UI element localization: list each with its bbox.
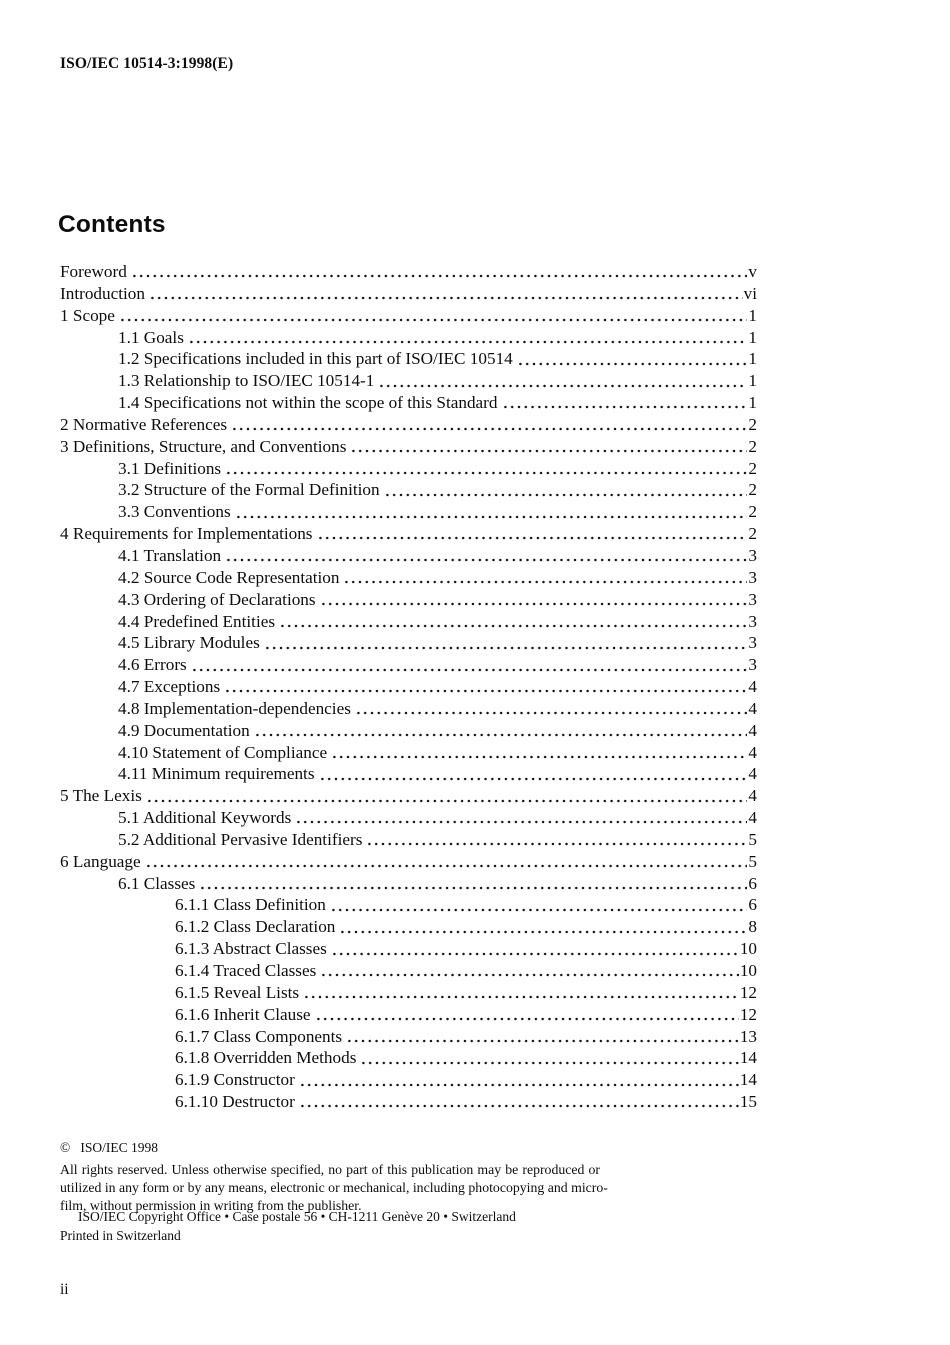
toc-entry-page-number: 4 — [748, 764, 757, 784]
toc-entry-page-number: 10 — [739, 939, 757, 959]
toc-entry-page-number: 3 — [748, 611, 757, 631]
toc-leader-dots — [303, 995, 739, 999]
toc-entry-page-number: 5 — [748, 851, 757, 871]
toc-entry-page-number: 1 — [748, 371, 757, 391]
toc-leader-dots — [360, 1061, 738, 1065]
toc-entry-page-number: 2 — [748, 502, 757, 522]
toc-entry — [60, 938, 757, 960]
toc-leader-dots — [331, 755, 747, 759]
toc-entry — [60, 851, 757, 873]
toc-entry-page-number: 4 — [748, 677, 757, 697]
toc-leader-dots — [330, 908, 748, 912]
toc-entry — [60, 1091, 757, 1113]
toc-entry-page-number: 6 — [748, 873, 757, 893]
toc-entry — [60, 611, 757, 633]
toc-entry — [60, 742, 757, 764]
toc-entry-page-number: 12 — [739, 1004, 757, 1024]
toc-entry-label: 3.3 Conventions — [118, 502, 231, 522]
toc-leader-dots — [384, 493, 748, 497]
toc-entry-label: 6.1 Classes — [118, 873, 196, 893]
toc-leader-dots — [295, 820, 747, 824]
toc-entry — [60, 283, 757, 305]
toc-entry — [60, 676, 757, 698]
footer-rights-line-1: All rights reserved. Unless otherwise specified, no part of this publication may be reproduced or — [60, 1162, 600, 1177]
toc-entry — [60, 261, 757, 283]
toc-entry — [60, 392, 757, 414]
toc-leader-dots — [225, 471, 747, 475]
toc-entry-page-number: 3 — [748, 655, 757, 675]
toc-entry-page-number: 13 — [739, 1026, 757, 1046]
toc-leader-dots — [315, 1017, 739, 1021]
toc-entry-page-number: 14 — [739, 1070, 757, 1090]
toc-entry-label: 3.1 Definitions — [118, 458, 222, 478]
toc-entry-label: 3 Definitions, Structure, and Conventions — [60, 436, 347, 456]
footer-rights-line-2: utilized in any form or by any means, electronic or mechanical, including photocopying and micro- — [60, 1180, 608, 1196]
toc-entry — [60, 916, 757, 938]
toc-entry-label: 6.1.2 Class Declaration — [175, 917, 336, 937]
toc-entry-label: 4.11 Minimum requirements — [118, 764, 315, 784]
toc-entry — [60, 501, 757, 523]
toc-leader-dots — [224, 689, 747, 693]
toc-entry-label: 1.2 Specifications included in this part of ISO/IEC 10514 — [118, 349, 513, 369]
toc-leader-dots — [145, 864, 748, 868]
toc-entry-label: 6.1.7 Class Components — [175, 1026, 343, 1046]
toc-entry — [60, 960, 757, 982]
toc-entry-label: 6.1.8 Overridden Methods — [175, 1048, 357, 1068]
toc-entry-label: 4 Requirements for Implementations — [60, 524, 313, 544]
toc-entry-page-number: 14 — [739, 1048, 757, 1068]
toc-entry-page-number: 4 — [748, 720, 757, 740]
toc-entry-label: 6.1.1 Class Definition — [175, 895, 326, 915]
toc-entry-page-number: 4 — [748, 786, 757, 806]
toc-entry-page-number: 2 — [748, 414, 757, 434]
toc-entry — [60, 589, 757, 611]
toc-entry-page-number: 1 — [748, 305, 757, 325]
footer-copyright-line: © ISO/IEC 1998 — [60, 1140, 159, 1155]
toc-entry-page-number: 1 — [748, 393, 757, 413]
toc-entry-page-number: 8 — [748, 917, 757, 937]
toc-entry — [60, 829, 757, 851]
toc-leader-dots — [279, 624, 747, 628]
toc-leader-dots — [231, 427, 747, 431]
toc-entry — [60, 436, 757, 458]
toc-entry — [60, 720, 757, 742]
toc-entry-page-number: 2 — [748, 458, 757, 478]
toc-leader-dots — [331, 952, 739, 956]
toc-leader-dots — [299, 1104, 739, 1108]
toc-entry — [60, 327, 757, 349]
toc-entry-label: 4.4 Predefined Entities — [118, 611, 276, 631]
toc-list — [60, 261, 757, 1113]
toc-leader-dots — [199, 886, 747, 890]
toc-leader-dots — [343, 580, 747, 584]
toc-entry-label: Introduction — [60, 283, 145, 303]
toc-entry-page-number: 3 — [748, 589, 757, 609]
toc-entry-label: 4.9 Documentation — [118, 720, 250, 740]
toc-entry — [60, 523, 757, 545]
toc-entry-label: 6.1.4 Traced Classes — [175, 961, 317, 980]
toc-entry — [60, 1047, 757, 1069]
footer-rights-paragraph — [60, 1161, 608, 1216]
toc-entry — [60, 1069, 757, 1091]
toc-entry — [60, 1004, 757, 1026]
toc-entry-page-number: vi — [743, 283, 757, 303]
toc-leader-dots — [502, 405, 748, 409]
toc-entry — [60, 348, 757, 370]
toc-entry-label: 5 The Lexis — [60, 786, 142, 806]
toc-entry-page-number: 12 — [739, 982, 757, 1002]
toc-leader-dots — [146, 799, 748, 803]
toc-entry-label: 6.1.6 Inherit Clause — [175, 1004, 311, 1024]
toc-entry — [60, 458, 757, 480]
toc-leader-dots — [264, 646, 748, 650]
toc-entry-label: 4.1 Translation — [118, 545, 222, 565]
toc-entry-label: 4.3 Ordering of Declarations — [118, 589, 316, 609]
toc-entry — [60, 698, 757, 720]
toc-entry-page-number: 3 — [748, 545, 757, 565]
toc-leader-dots — [366, 842, 747, 846]
toc-leader-dots — [355, 711, 748, 715]
toc-leader-dots — [378, 384, 747, 388]
toc-entry-label: 6.1.9 Constructor — [175, 1070, 295, 1090]
toc-leader-dots — [225, 558, 747, 562]
toc-entry-label: 3.2 Structure of the Formal Definition — [118, 480, 380, 500]
page-number: ii — [60, 1281, 69, 1298]
contents-heading: Contents — [58, 211, 166, 238]
toc-entry — [60, 807, 757, 829]
toc-entry — [60, 763, 757, 785]
toc-entry-page-number: 4 — [748, 698, 757, 718]
toc-leader-dots — [320, 973, 738, 977]
toc-entry-label: 5.2 Additional Pervasive Identifiers — [118, 829, 363, 849]
toc-leader-dots — [320, 602, 748, 606]
toc-leader-dots — [191, 668, 748, 672]
toc-entry-label: 1.1 Goals — [118, 327, 184, 347]
toc-entry — [60, 982, 757, 1004]
toc-entry-label: 4.10 Statement of Compliance — [118, 742, 328, 762]
toc-entry-label: 5.1 Additional Keywords — [118, 808, 292, 828]
toc-entry — [60, 894, 757, 916]
toc-entry-label: 4.8 Implementation-dependencies — [118, 698, 351, 718]
toc-leader-dots — [319, 777, 748, 781]
toc-entry-page-number: 10 — [739, 961, 757, 980]
toc-entry-label: 6.1.3 Abstract Classes — [175, 939, 327, 959]
toc-leader-dots — [235, 515, 748, 519]
toc-entry-page-number: 2 — [748, 524, 757, 544]
toc-entry-page-number: 4 — [748, 742, 757, 762]
toc-entry — [60, 632, 757, 654]
footer-rights-line-3: film, without permission in writing from the publisher. — [60, 1198, 362, 1214]
toc-entry-page-number: 2 — [748, 480, 757, 500]
toc-entry — [60, 1026, 757, 1048]
toc-leader-dots — [119, 318, 748, 322]
toc-leader-dots — [254, 733, 748, 737]
toc-entry-label: 4.7 Exceptions — [118, 677, 221, 697]
toc-entry-page-number: 3 — [748, 567, 757, 587]
toc-entry — [60, 305, 757, 327]
toc-entry-label: 4.6 Errors — [118, 655, 187, 675]
footer-printed-in: Printed in Switzerland — [60, 1228, 181, 1243]
toc-leader-dots — [299, 1083, 739, 1087]
toc-entry — [60, 370, 757, 392]
document-header-reference: ISO/IEC 10514-3:1998(E) — [60, 55, 234, 72]
toc-entry — [60, 545, 757, 567]
toc-entry — [60, 654, 757, 676]
toc-entry-label: 1.4 Specifications not within the scope of this Standard — [118, 393, 498, 413]
toc-entry-label: 4.5 Library Modules — [118, 633, 260, 653]
toc-leader-dots — [339, 930, 747, 934]
toc-entry — [60, 567, 757, 589]
toc-entry-label: 2 Normative References — [60, 414, 228, 434]
toc-entry-page-number: 5 — [748, 829, 757, 849]
toc-entry — [60, 873, 757, 895]
toc-entry-page-number: 2 — [748, 436, 757, 456]
toc-leader-dots — [346, 1039, 739, 1043]
toc-entry-label: 1 Scope — [60, 305, 115, 325]
toc-entry-page-number: 3 — [748, 633, 757, 653]
toc-leader-dots — [317, 536, 748, 540]
toc-entry-label: 4.2 Source Code Representation — [118, 567, 340, 587]
toc-entry-page-number: 6 — [748, 895, 757, 915]
toc-entry-label: 6 Language — [60, 851, 141, 871]
toc-leader-dots — [131, 274, 748, 278]
toc-entry-page-number: v — [748, 262, 757, 281]
toc-entry-label: 1.3 Relationship to ISO/IEC 10514-1 — [118, 371, 375, 391]
toc-entry-page-number: 15 — [739, 1092, 757, 1112]
toc-leader-dots — [517, 362, 748, 366]
toc-entry-label: Foreword — [60, 262, 127, 281]
toc-leader-dots — [149, 296, 743, 300]
footer-copyright-office-address: ISO/IEC Copyright Office • Case postale 56 • CH-1211 Genève 20 • Switzerland — [78, 1209, 516, 1224]
toc-leader-dots — [188, 340, 748, 344]
toc-entry-label: 6.1.10 Destructor — [175, 1092, 295, 1112]
toc-entry-label: 6.1.5 Reveal Lists — [175, 982, 300, 1002]
toc-entry-page-number: 1 — [748, 349, 757, 369]
toc-entry — [60, 785, 757, 807]
toc-entry-page-number: 4 — [748, 808, 757, 828]
toc-entry-page-number: 1 — [748, 327, 757, 347]
toc-entry — [60, 479, 757, 501]
toc-entry — [60, 414, 757, 436]
toc-leader-dots — [350, 449, 747, 453]
